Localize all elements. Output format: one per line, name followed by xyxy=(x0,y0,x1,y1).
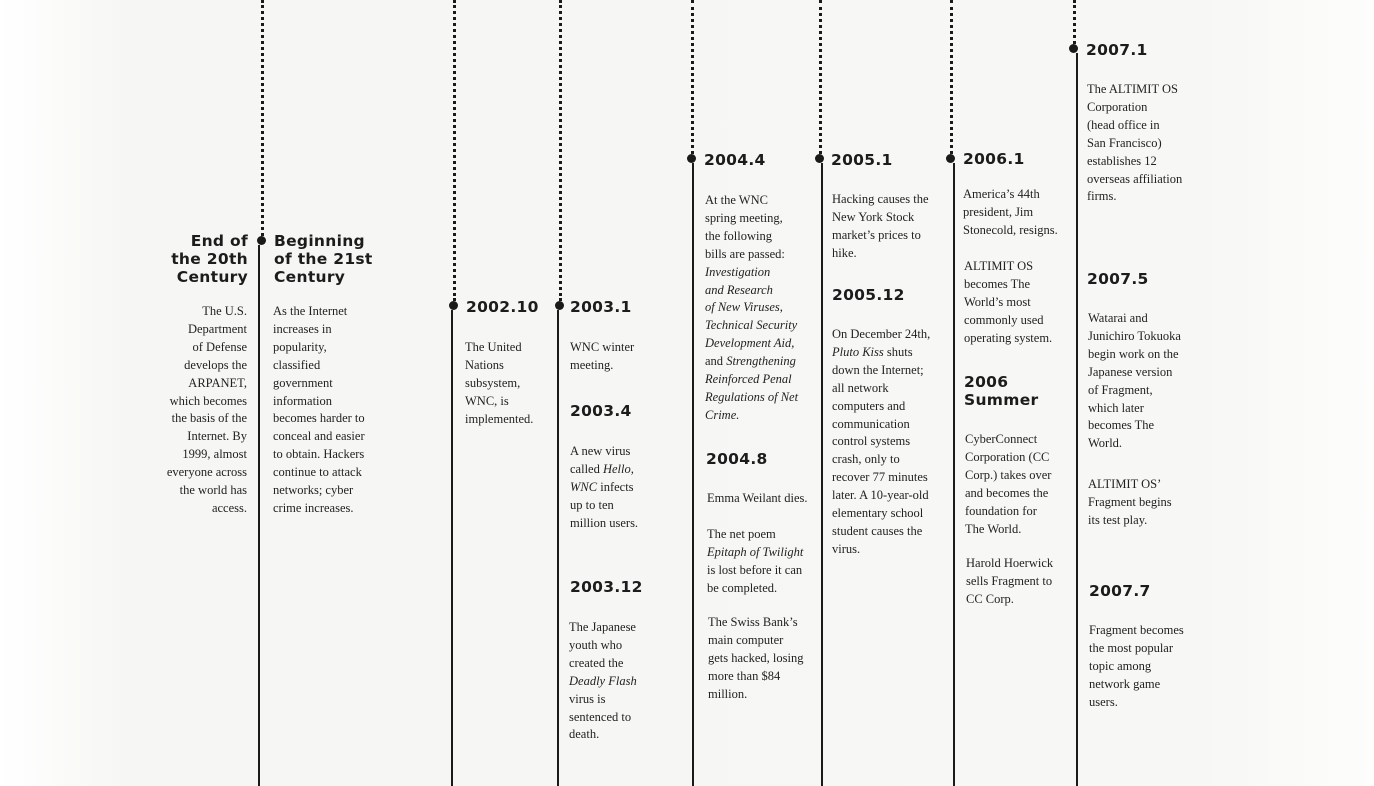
event-text-2004-4: At the WNC spring meeting, the following bills are passed: Investigation and Research of New Viruses, Technical Security Development Aid, and Strengthening Reinforced Penal Regulations of Net Crime. xyxy=(705,193,799,422)
timeline-dot xyxy=(449,301,458,310)
era-text-begin-21st: As the Internet increases in popularity, classified government information becomes harder to conceal and easier to obtain. Hackers continue to attack networks; cyber crime increases. xyxy=(273,304,365,515)
event-text-2006-summer-b: Harold Hoerwick sells Fragment to CC Corp. xyxy=(966,556,1054,606)
event-text-2006-summer-a: CyberConnect Corporation (CC Corp.) takes over and becomes the foundation for The World. xyxy=(965,432,1052,536)
timeline-dot xyxy=(257,236,266,245)
timeline-line-dotted xyxy=(559,0,562,301)
event-text-2003-1: WNC winter meeting. xyxy=(570,340,635,372)
event-date-2004-4: 2004.4 xyxy=(704,151,766,169)
timeline-line-dotted xyxy=(950,0,953,154)
event-text-2007-5-a: Watarai and Junichiro Tokuoka begin work on the Japanese version of Fragment, which later becomes The World. xyxy=(1088,311,1181,451)
timeline-line-dotted xyxy=(453,0,456,301)
event-text-2002-10: The United Nations subsystem, WNC, is implemented. xyxy=(465,340,534,426)
event-date-2006-1: 2006.1 xyxy=(963,150,1025,168)
event-text-2004-8-c: The Swiss Bank’s main computer gets hacked, losing more than $84 million. xyxy=(708,615,804,701)
timeline-line-dotted xyxy=(691,0,694,154)
event-date-2003-4: 2003.4 xyxy=(570,402,632,420)
timeline-dot xyxy=(815,154,824,163)
event-text-2004-8-a: Emma Weilant dies. xyxy=(707,491,808,505)
timeline-line xyxy=(1076,53,1078,786)
timeline-line xyxy=(557,310,559,786)
timeline-dot xyxy=(946,154,955,163)
event-text-2007-7: Fragment becomes the most popular topic among network game users. xyxy=(1089,623,1184,709)
event-date-2004-8: 2004.8 xyxy=(706,450,768,468)
timeline-line-dotted xyxy=(261,0,264,236)
timeline-dot xyxy=(1069,44,1078,53)
event-date-2005-12: 2005.12 xyxy=(832,286,905,304)
timeline-dot xyxy=(687,154,696,163)
timeline-line xyxy=(692,163,694,786)
event-text-2006-1-b: ALTIMIT OS becomes The World’s most commonly used operating system. xyxy=(964,259,1053,345)
era-title-begin-21st: Beginning of the 21st Century xyxy=(274,232,373,286)
timeline-line xyxy=(953,163,955,786)
timeline-dot xyxy=(555,301,564,310)
timeline-line xyxy=(451,310,453,786)
event-text-2003-12: The Japanese youth who created the Deadly Flash virus is sentenced to death. xyxy=(569,620,637,742)
event-date-2007-7: 2007.7 xyxy=(1089,582,1151,600)
event-date-2003-12: 2003.12 xyxy=(570,578,643,596)
event-text-2007-5-b: ALTIMIT OS’ Fragment begins its test play. xyxy=(1088,477,1172,527)
event-text-2005-1: Hacking causes the New York Stock market’s prices to hike. xyxy=(832,192,929,260)
timeline-line-dotted xyxy=(819,0,822,154)
event-date-2003-1: 2003.1 xyxy=(570,298,632,316)
event-date-2006-summer: 2006 Summer xyxy=(964,373,1039,409)
event-text-2006-1-a: America’s 44th president, Jim Stonecold, resigns. xyxy=(963,187,1058,237)
event-date-2002-10: 2002.10 xyxy=(466,298,539,316)
event-text-2005-12: On December 24th, Pluto Kiss shuts down the Internet; all network computers and communication control systems crash, only to recover 77 minutes later. A 10-year-old elementary school student causes the virus. xyxy=(832,327,931,556)
event-text-2007-1: The ALTIMIT OS Corporation (head office in San Francisco) establishes 12 overseas affiliation firms. xyxy=(1087,82,1183,204)
event-text-2003-4: A new virus called Hello, WNC infects up to ten million users. xyxy=(570,444,639,530)
timeline-line-dotted xyxy=(1073,0,1076,44)
era-text-end-20th: The U.S. Department of Defense develops the ARPANET, which becomes the basis of the Internet. By 1999, almost everyone across the world has access. xyxy=(166,304,247,515)
era-title-end-20th: End of the 20th Century xyxy=(171,232,248,286)
event-date-2005-1: 2005.1 xyxy=(831,151,893,169)
timeline-line xyxy=(821,163,823,786)
event-text-2004-8-b: The net poem Epitaph of Twilight is lost before it can be completed. xyxy=(707,527,804,595)
event-date-2007-5: 2007.5 xyxy=(1087,270,1149,288)
timeline-line xyxy=(258,245,260,786)
event-date-2007-1: 2007.1 xyxy=(1086,41,1148,59)
